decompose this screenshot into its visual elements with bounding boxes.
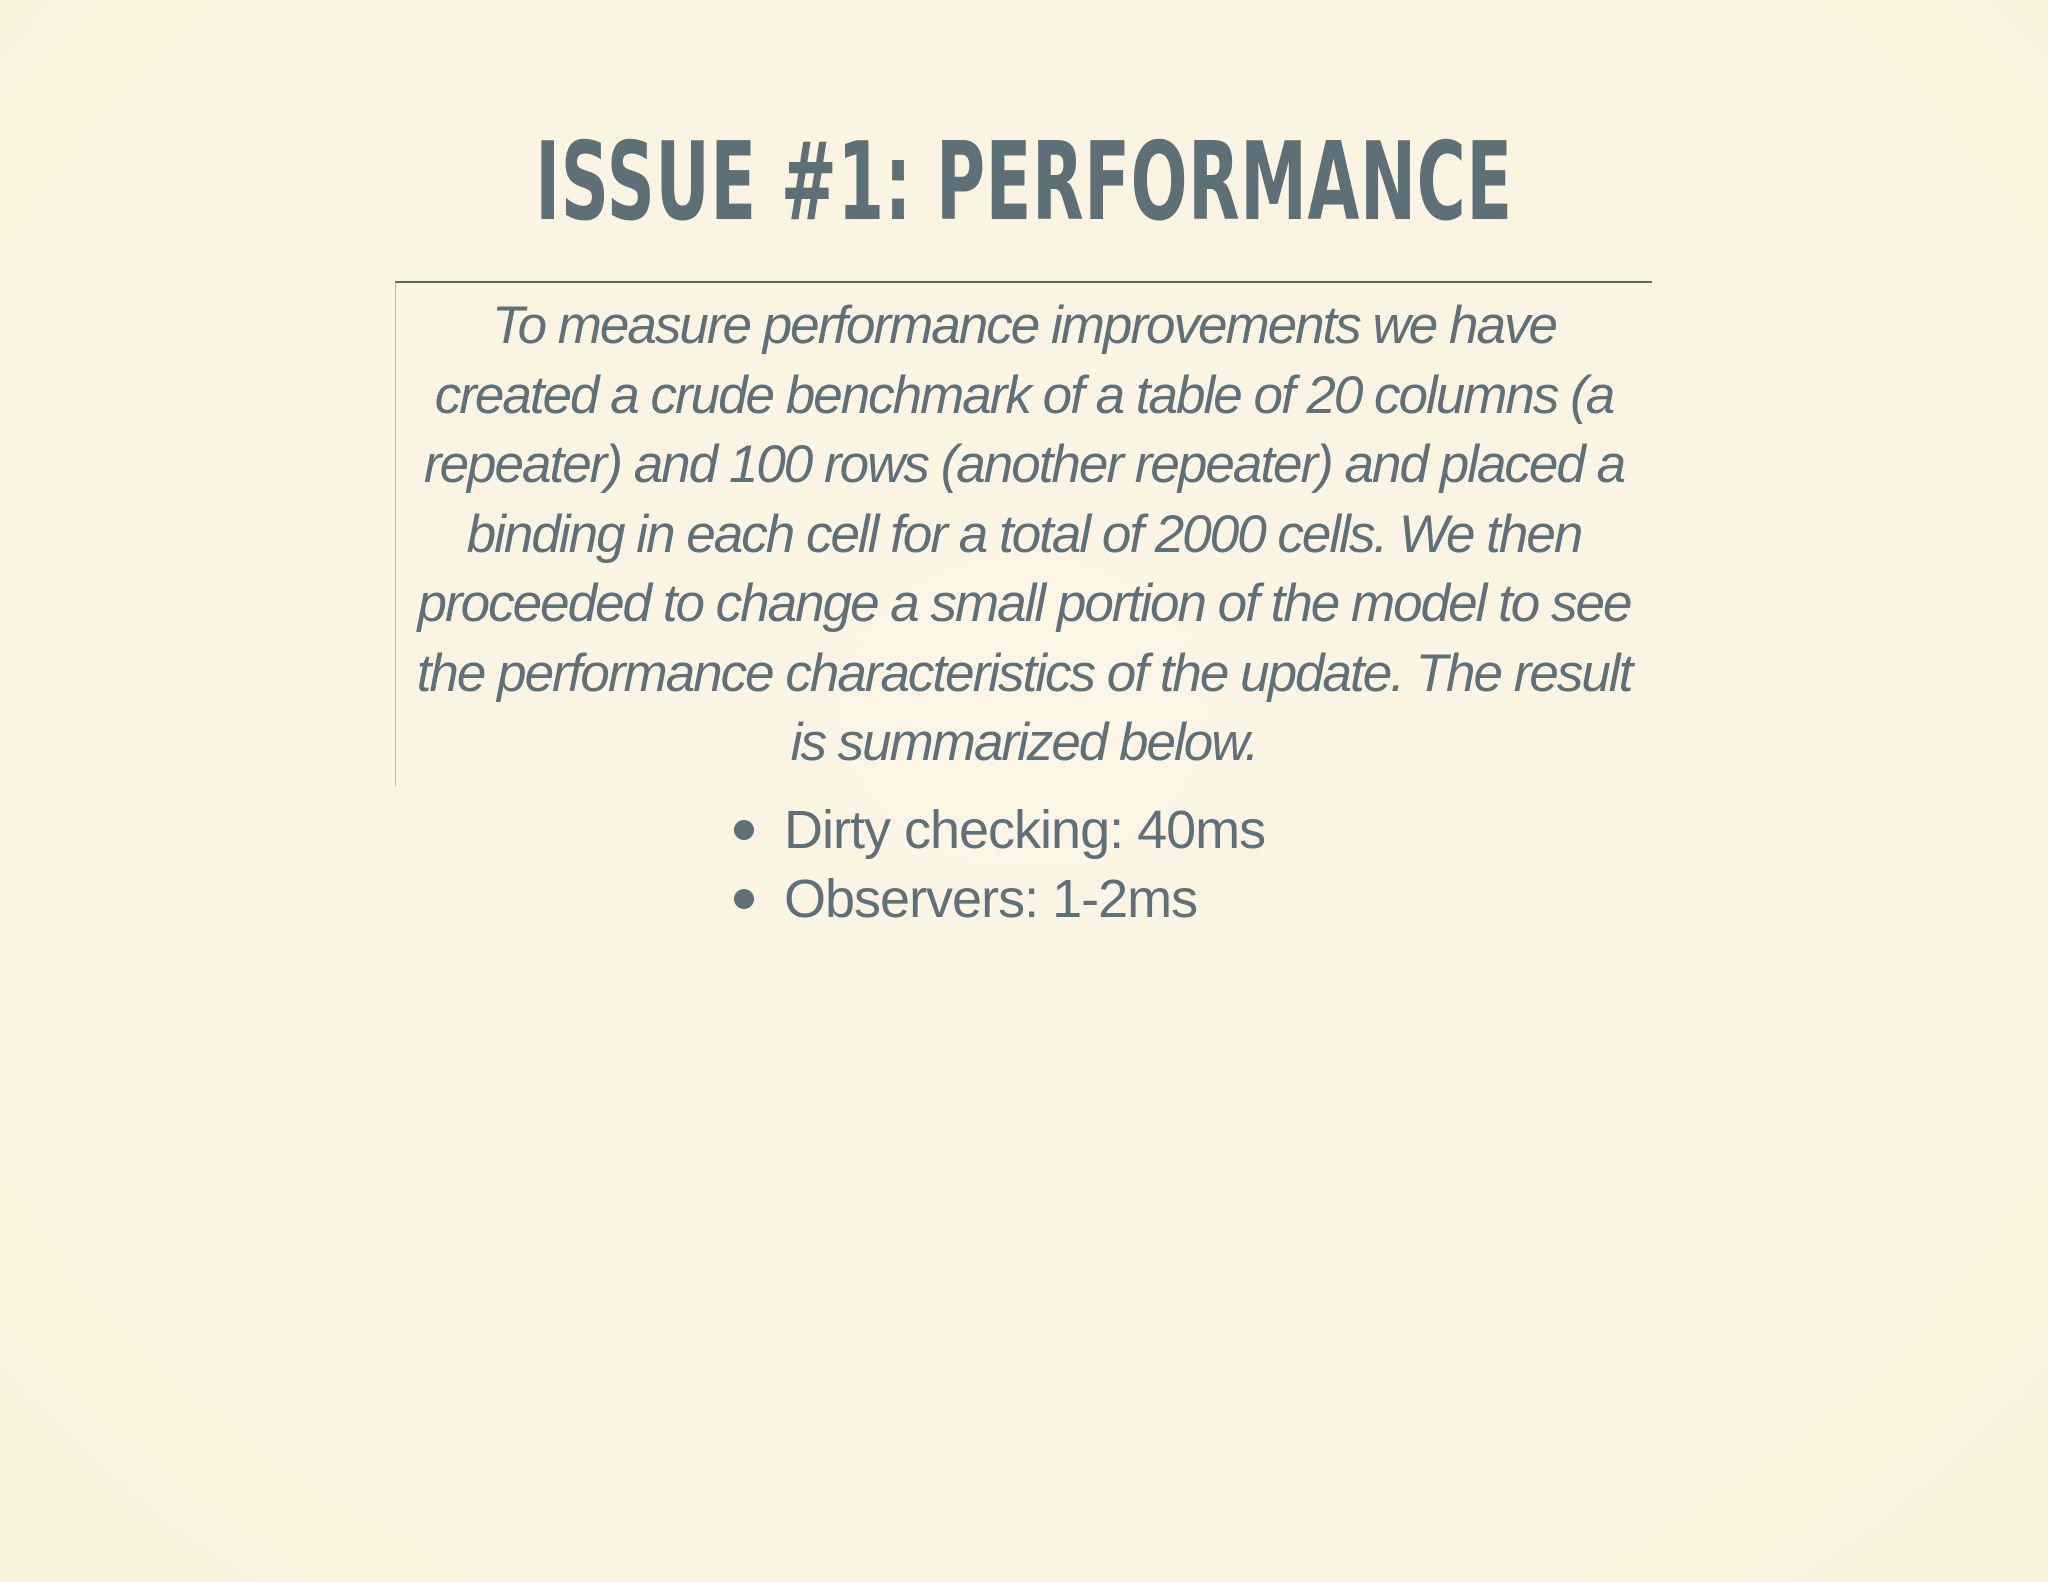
bullet-dot-icon xyxy=(734,889,754,909)
slide-title: ISSUE #1: PERFORMANCE xyxy=(535,120,1513,245)
list-item-text: Dirty checking: 40ms xyxy=(784,800,1266,860)
list-item xyxy=(720,796,1265,865)
list-item-text: Observers: 1-2ms xyxy=(784,869,1198,929)
quote-text: To measure performance improvements we have created a crude benchmark of a table of 20 columns (a repeater) and 100 rows (another repeater) and placed a binding in each cell for a total of 2000 cells. We then proceeded to change a small portion of the model to see the performance characteristics of the update. The result is summarized below. xyxy=(416,296,1632,772)
bullet-dot-icon xyxy=(734,820,754,840)
quote-block xyxy=(395,281,1652,786)
bullet-list xyxy=(720,796,1265,934)
list-item xyxy=(720,865,1265,934)
